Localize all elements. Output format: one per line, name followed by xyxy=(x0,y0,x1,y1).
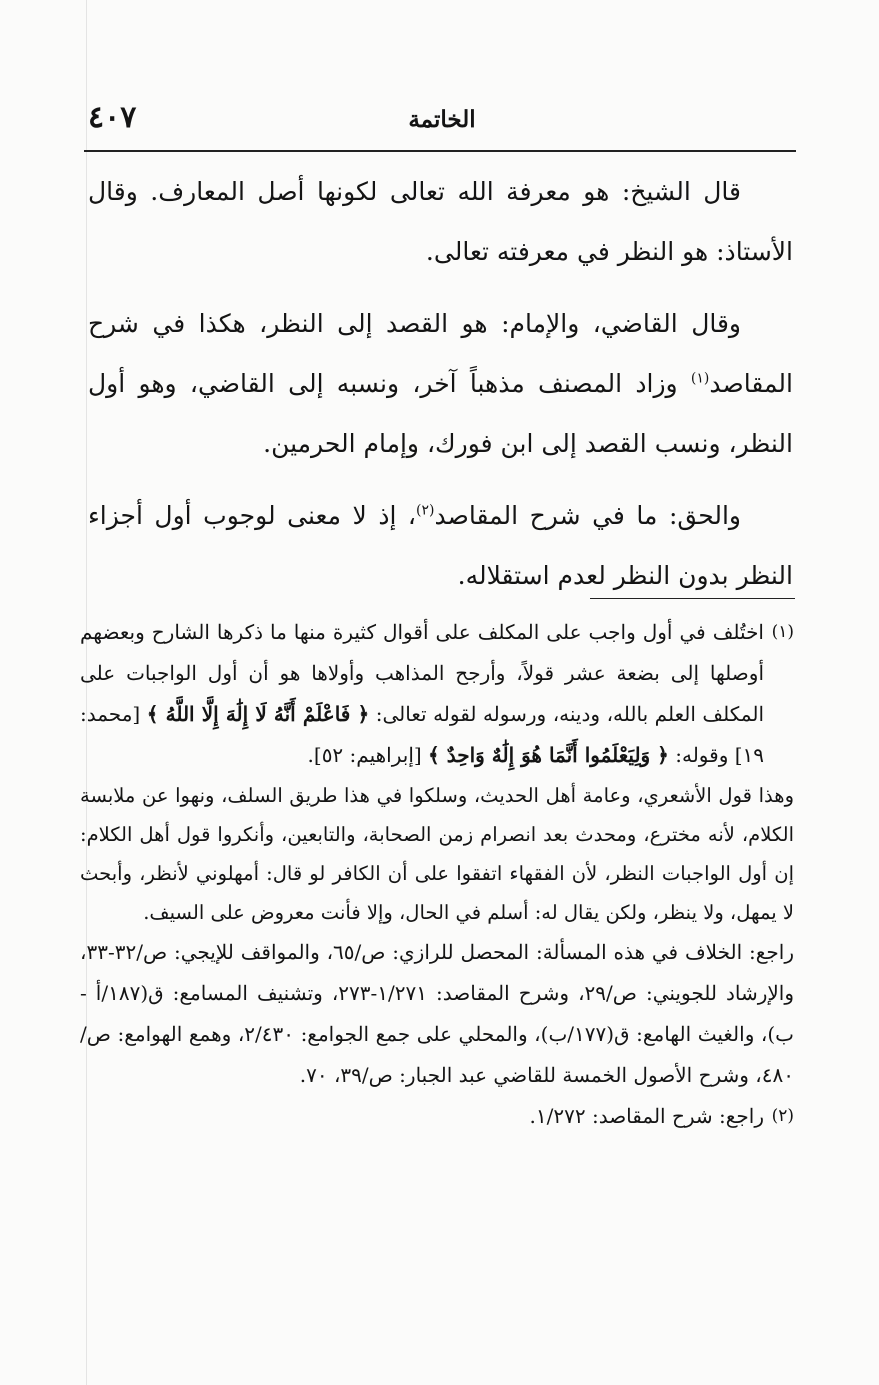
quran-verse-2: ﴿ وَلِيَعْلَمُوا أَنَّمَا هُوَ إِلَٰهٌ وَاحِدٌ ﴾ xyxy=(428,743,669,767)
footnotes xyxy=(80,612,794,1137)
footnote-1-paragraph-2: وهذا قول الأشعري، وعامة أهل الحديث، وسلكوا في هذا طريق السلف، ونهوا عن ملابسة الكلام، لأنه مخترع، ومحدث بعد انصرام زمن الصحابة، والتابعين، وأنكروا قول أهل الكلام: إن أول الواجبات النظر، لأن الفقهاء اتفقوا على أن الكافر لو قال: أمهلوني لأنظر، وأبحث لا يمهل، ولا ينظر، ولكن يقال له: أسلم في الحال، وإلا فأنت معروض على السيف. xyxy=(80,784,794,924)
running-header xyxy=(88,96,796,150)
header-rule xyxy=(84,150,796,152)
paragraph-3-text-a: والحق: ما في شرح المقاصد xyxy=(434,501,742,530)
main-text xyxy=(88,162,793,618)
footnote-1-text-c: [إبراهيم: ٥٢]. xyxy=(307,743,429,767)
page-number: ٤٠٧ xyxy=(88,100,137,135)
footnote-ref-2: (٢) xyxy=(416,502,435,519)
paragraph-2-text-b: وزاد المصنف مذهباً آخر، ونسبه إلى القاضي، وهو أول النظر، ونسب القصد إلى ابن فورك، وإمام الحرمين. xyxy=(88,369,793,458)
footnote-2-text: راجع: شرح المقاصد: ١/٢٧٢. xyxy=(529,1104,764,1128)
footnote-1-text-b: [محمد: ١٩] وقوله: xyxy=(80,702,764,767)
paragraph-2-text-a: وقال القاضي، والإمام: هو القصد إلى النظر، هكذا في شرح المقاصد xyxy=(88,309,793,398)
paragraph-3 xyxy=(88,486,793,606)
footnote-1-references: راجع: الخلاف في هذه المسألة: المحصل للرازي: ص/٦٥، والمواقف للإيجي: ص/٣٢-٣٣، والإرشاد للجويني: ص/٢٩، وشرح المقاصد: ١/٢٧١-٢٧٣، وتشنيف المسامع: ق(١٨٧/أ - ب)، والغيث الهامع: ق(١٧٧/ب)، والمحلي على جمع الجوامع: ٢/٤٣٠، وهمع الهوامع: ص/٤٨٠، وشرح الأصول الخمسة للقاضي عبد الجبار: ص/٣٩، ٧٠. xyxy=(80,940,795,1087)
footnote-ref-1: (١) xyxy=(690,370,710,387)
footnote-2 xyxy=(80,1096,794,1137)
chapter-title: الخاتمة xyxy=(408,106,476,133)
footnote-separator xyxy=(590,598,795,599)
footnote-1-number: (١) xyxy=(771,622,794,642)
footnote-2-number: (٢) xyxy=(771,1106,794,1126)
paragraph-3-text-b: ، إذ لا معنى لوجوب أول أجزاء النظر بدون النظر لعدم استقلاله. xyxy=(88,501,793,590)
paragraph-1: قال الشيخ: هو معرفة الله تعالى لكونها أصل المعارف. وقال الأستاذ: هو النظر في معرفته تعالى. xyxy=(88,177,793,266)
quran-verse-1: ﴿ فَاعْلَمْ أَنَّهُ لَا إِلَٰهَ إِلَّا اللَّهُ ﴾ xyxy=(146,702,370,726)
footnote-1 xyxy=(80,612,794,776)
footnote-1-text-a: اختُلف في أول واجب على المكلف على أقوال كثيرة منها ما ذكرها الشارح وبعضهم أوصلها إلى بضعة عشر قولاً، وأرجح المذاهب وأولاها هو أن أول الواجبات على المكلف العلم بالله، ودينه، ورسوله لقوله تعالى: xyxy=(80,620,764,726)
paragraph-2 xyxy=(88,294,793,474)
